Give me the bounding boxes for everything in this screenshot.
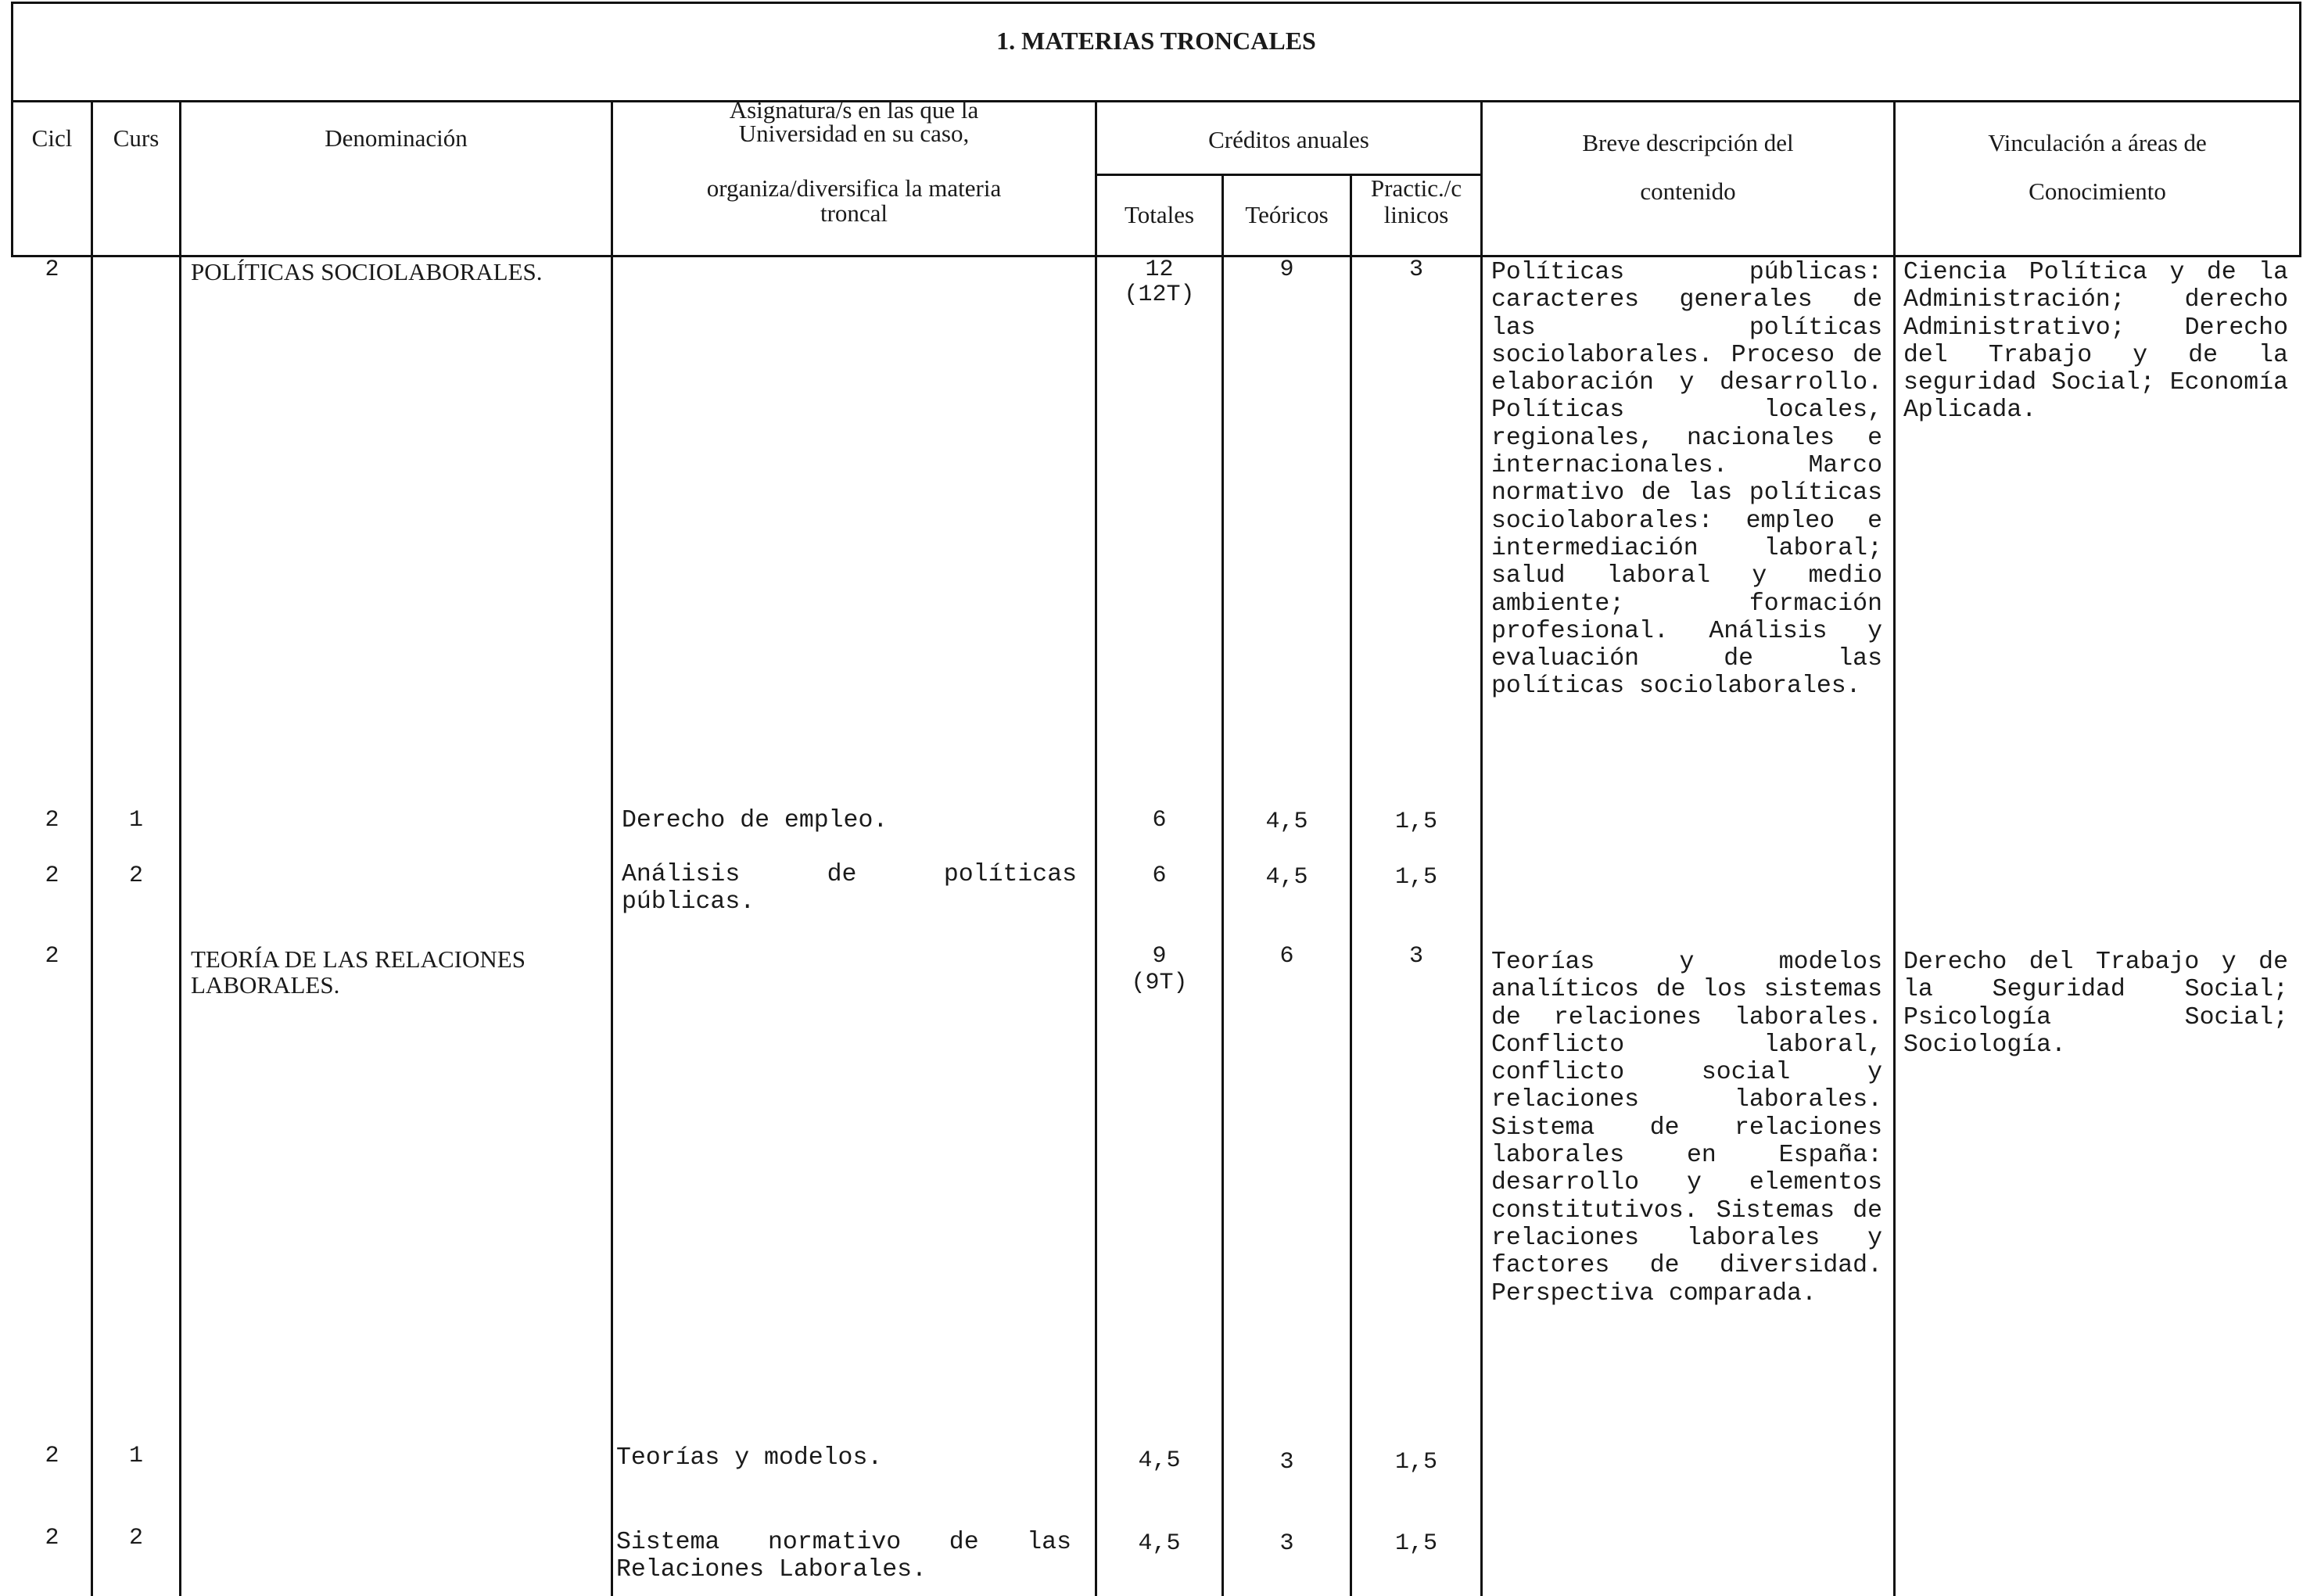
cell-teoricos: 6 (1279, 943, 1294, 970)
col-divider-descripcion (1480, 100, 1483, 1596)
cell-teoricos: 4,5 (1265, 864, 1308, 891)
cell-totales-note: (9T) (1131, 970, 1188, 996)
table-border-top (11, 2, 2301, 4)
header-curs: Curs (113, 124, 160, 152)
header-cicl: Cicl (31, 124, 73, 152)
table-border-left-body (11, 100, 13, 256)
header-teoricos: Teóricos (1245, 201, 1329, 228)
header-asignatura-line1: Asignatura/s en las que la (729, 96, 979, 124)
cell-curs: 1 (128, 807, 143, 834)
header-creditos-anuales: Créditos anuales (1208, 126, 1369, 153)
cell-asignatura: Análisis de políticas públicas. (622, 861, 1077, 916)
col-divider-vinculacion (1893, 100, 1896, 1596)
cell-totales: 4,5 (1138, 1530, 1181, 1557)
cell-asignatura: Teorías y modelos. (616, 1444, 883, 1472)
cell-teoricos: 3 (1279, 1449, 1294, 1476)
header-denominacion: Denominación (325, 124, 468, 152)
col-divider-curs (91, 100, 93, 1596)
cell-denominacion: POLÍTICAS SOCIOLABORALES. (191, 258, 543, 285)
cell-practicos: 1,5 (1394, 1449, 1437, 1476)
cell-denominacion: TEORÍA DE LAS RELACIONES LABORALES. (191, 945, 526, 999)
cell-teoricos: 9 (1279, 256, 1294, 283)
cell-practicos: 1,5 (1394, 864, 1437, 891)
cell-vinculacion: Derecho del Trabajo y de la Seguridad Social; Psicología Social; Sociología. (1903, 949, 2288, 1059)
cell-totales-note: (12T) (1124, 282, 1195, 308)
col-divider-asignatura (611, 100, 613, 1596)
cell-vinculacion: Ciencia Política y de la Administración; derecho Administrativo; Derecho del Trabajo y de la seguridad Social; Economía Aplicada. (1903, 259, 2288, 425)
cell-curs: 1 (128, 1443, 143, 1469)
cell-practicos: 1,5 (1394, 809, 1437, 835)
page-title: 1. MATERIAS TRONCALES (996, 27, 1316, 55)
col-divider-denominacion (179, 100, 181, 1596)
cell-practicos: 3 (1408, 943, 1423, 970)
cell-cicl: 2 (45, 1525, 59, 1551)
cell-practicos: 1,5 (1394, 1530, 1437, 1557)
header-vinculacion-line1: Vinculación a áreas de (1988, 129, 2207, 156)
cell-curs: 2 (128, 1525, 143, 1551)
cell-curs: 2 (128, 863, 143, 889)
cell-descripcion: Teorías y modelos analíticos de los sistemas de relaciones laborales. Conflicto laboral, conflicto social y relaciones laborales. Sistema de relaciones laborales en España: desarrollo y elementos constitutivos. Sistemas de relaciones laborales y factores de diversidad. Perspectiva comparada. (1491, 949, 1882, 1307)
cell-totales: 9 (1152, 943, 1167, 970)
header-practicos-line1: Practic./c (1370, 174, 1462, 202)
table-border-right-body (2299, 100, 2301, 256)
cell-cicl: 2 (45, 863, 59, 889)
cell-totales: 12 (1145, 256, 1174, 283)
cell-asignatura: Derecho de empleo. (622, 807, 888, 834)
cell-totales: 6 (1152, 863, 1167, 889)
header-descripcion-line1: Breve descripción del (1582, 129, 1794, 156)
cell-cicl: 2 (45, 943, 59, 970)
cell-cicl: 2 (45, 1443, 59, 1469)
cell-totales: 4,5 (1138, 1447, 1181, 1474)
header-asignatura-line2: Universidad en su caso, (738, 120, 970, 147)
cell-cicl: 2 (45, 807, 59, 834)
title-divider (11, 100, 2301, 102)
cell-practicos: 3 (1408, 256, 1423, 283)
cell-cicl: 2 (45, 256, 59, 283)
header-descripcion-line2: contenido (1640, 178, 1736, 205)
cell-teoricos: 3 (1279, 1530, 1294, 1557)
header-asignatura-line4: troncal (820, 199, 888, 227)
col-divider-creditos (1095, 100, 1097, 1596)
header-vinculacion-line2: Conocimiento (2029, 178, 2166, 205)
cell-totales: 6 (1152, 807, 1167, 834)
cell-teoricos: 4,5 (1265, 809, 1308, 835)
header-totales: Totales (1124, 201, 1195, 228)
cell-asignatura: Sistema normativo de las Relaciones Laborales. (616, 1529, 1071, 1584)
cell-descripcion: Políticas públicas: caracteres generales de las políticas sociolaborales. Proceso de elaboración y desarrollo. Políticas locales, regionales, nacionales e internacionales. Marco normativo de las políticas sociolaborales: empleo e intermediación laboral; salud laboral y medio ambiente; formación profesional. Análisis y evaluación de las políticas sociolaborales. (1491, 259, 1882, 701)
header-asignatura-line3: organiza/diversifica la materia (706, 174, 1002, 202)
header-practicos-line2: linicos (1383, 201, 1449, 228)
